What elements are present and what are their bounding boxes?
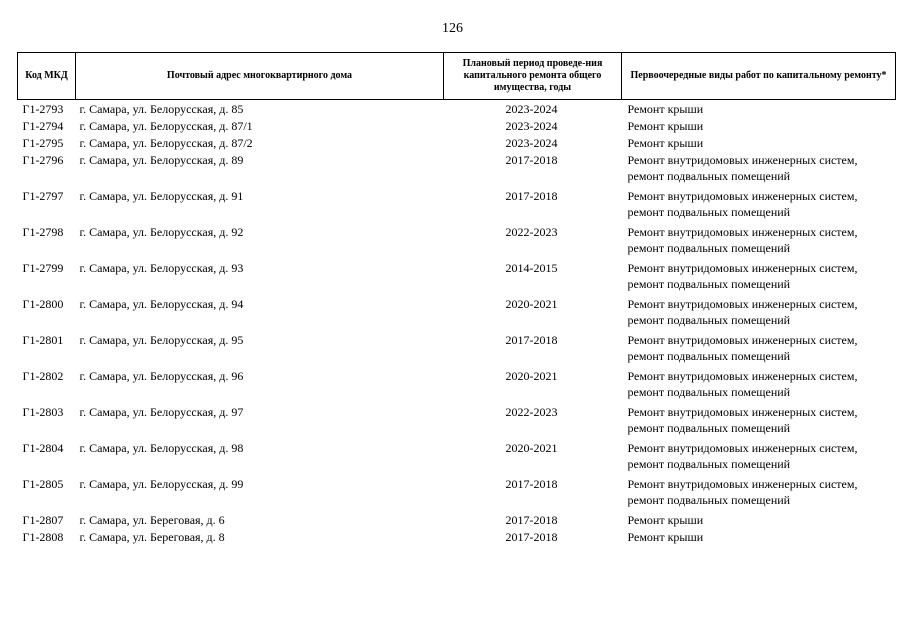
cell-period: 2017-2018 (505, 153, 558, 167)
page-number: 126 (442, 21, 463, 36)
cell-works: Ремонт внутридомовых инженерных систем, ремонт подвальных помещений (627, 297, 858, 327)
cell-address: г. Самара, ул. Белорусская, д. 91 (79, 189, 244, 203)
table-header (18, 53, 896, 100)
cell-works: Ремонт крыши (627, 102, 704, 116)
header-works: Первоочередные виды работ по капитальному ремонту* (622, 53, 896, 100)
cell-address: г. Самара, ул. Белорусская, д. 89 (79, 153, 244, 167)
repair-plan-table (17, 52, 896, 546)
table-row (18, 188, 896, 224)
cell-period: 2017-2018 (505, 477, 558, 491)
cell-code: Г1-2796 (22, 153, 64, 167)
cell-works: Ремонт крыши (627, 513, 704, 527)
table-row (18, 135, 896, 152)
header-address: Почтовый адрес многоквартирного дома (76, 53, 444, 100)
cell-code: Г1-2798 (22, 225, 64, 239)
cell-address: г. Самара, ул. Белорусская, д. 97 (79, 405, 244, 419)
cell-code: Г1-2804 (22, 441, 64, 455)
cell-address: г. Самара, ул. Белорусская, д. 96 (79, 369, 244, 383)
cell-address: г. Самара, ул. Белорусская, д. 85 (79, 102, 244, 116)
cell-period: 2020-2021 (505, 297, 558, 311)
cell-works: Ремонт крыши (627, 136, 704, 150)
cell-works: Ремонт внутридомовых инженерных систем, ремонт подвальных помещений (627, 261, 858, 291)
cell-works: Ремонт внутридомовых инженерных систем, ремонт подвальных помещений (627, 477, 858, 507)
cell-works: Ремонт крыши (627, 119, 704, 133)
cell-address: г. Самара, ул. Береговая, д. 8 (79, 530, 225, 544)
cell-works: Ремонт внутридомовых инженерных систем, ремонт подвальных помещений (627, 225, 858, 255)
table-row (18, 368, 896, 404)
cell-works: Ремонт внутридомовых инженерных систем, ремонт подвальных помещений (627, 333, 858, 363)
table-row (18, 440, 896, 476)
cell-code: Г1-2803 (22, 405, 64, 419)
cell-code: Г1-2795 (22, 136, 64, 150)
cell-period: 2023-2024 (505, 136, 558, 150)
table-row (18, 529, 896, 546)
table-row (18, 404, 896, 440)
table-row (18, 332, 896, 368)
cell-code: Г1-2807 (22, 513, 64, 527)
table-row (18, 512, 896, 529)
cell-address: г. Самара, ул. Белорусская, д. 94 (79, 297, 244, 311)
cell-period: 2023-2024 (505, 119, 558, 133)
header-code: Код МКД (18, 53, 76, 100)
cell-works: Ремонт крыши (627, 530, 704, 544)
table-row (18, 152, 896, 188)
table-row (18, 296, 896, 332)
cell-address: г. Самара, ул. Белорусская, д. 93 (79, 261, 244, 275)
cell-address: г. Самара, ул. Белорусская, д. 87/2 (79, 136, 253, 150)
cell-code: Г1-2794 (22, 119, 64, 133)
cell-code: Г1-2802 (22, 369, 64, 383)
table-body (18, 100, 896, 547)
table-row (18, 476, 896, 512)
cell-period: 2023-2024 (505, 102, 558, 116)
cell-address: г. Самара, ул. Береговая, д. 6 (79, 513, 225, 527)
cell-period: 2022-2023 (505, 405, 558, 419)
cell-code: Г1-2797 (22, 189, 64, 203)
cell-period: 2017-2018 (505, 333, 558, 347)
table-row (18, 100, 896, 119)
cell-code: Г1-2801 (22, 333, 64, 347)
cell-period: 2014-2015 (505, 261, 558, 275)
table-row (18, 118, 896, 135)
header-period: Плановый период проведе-ния капитального ремонта общего имущества, годы (444, 53, 622, 100)
table-row (18, 260, 896, 296)
cell-code: Г1-2799 (22, 261, 64, 275)
cell-address: г. Самара, ул. Белорусская, д. 87/1 (79, 119, 253, 133)
cell-period: 2017-2018 (505, 513, 558, 527)
cell-period: 2022-2023 (505, 225, 558, 239)
cell-address: г. Самара, ул. Белорусская, д. 98 (79, 441, 244, 455)
cell-address: г. Самара, ул. Белорусская, д. 92 (79, 225, 244, 239)
table-row (18, 224, 896, 260)
cell-period: 2020-2021 (505, 441, 558, 455)
cell-period: 2020-2021 (505, 369, 558, 383)
cell-address: г. Самара, ул. Белорусская, д. 95 (79, 333, 244, 347)
cell-code: Г1-2800 (22, 297, 64, 311)
cell-works: Ремонт внутридомовых инженерных систем, ремонт подвальных помещений (627, 369, 858, 399)
cell-period: 2017-2018 (505, 530, 558, 544)
cell-works: Ремонт внутридомовых инженерных систем, ремонт подвальных помещений (627, 153, 858, 183)
cell-works: Ремонт внутридомовых инженерных систем, ремонт подвальных помещений (627, 189, 858, 219)
cell-address: г. Самара, ул. Белорусская, д. 99 (79, 477, 244, 491)
cell-works: Ремонт внутридомовых инженерных систем, ремонт подвальных помещений (627, 405, 858, 435)
cell-period: 2017-2018 (505, 189, 558, 203)
cell-works: Ремонт внутридомовых инженерных систем, ремонт подвальных помещений (627, 441, 858, 471)
cell-code: Г1-2805 (22, 477, 64, 491)
cell-code: Г1-2793 (22, 102, 64, 116)
cell-code: Г1-2808 (22, 530, 64, 544)
